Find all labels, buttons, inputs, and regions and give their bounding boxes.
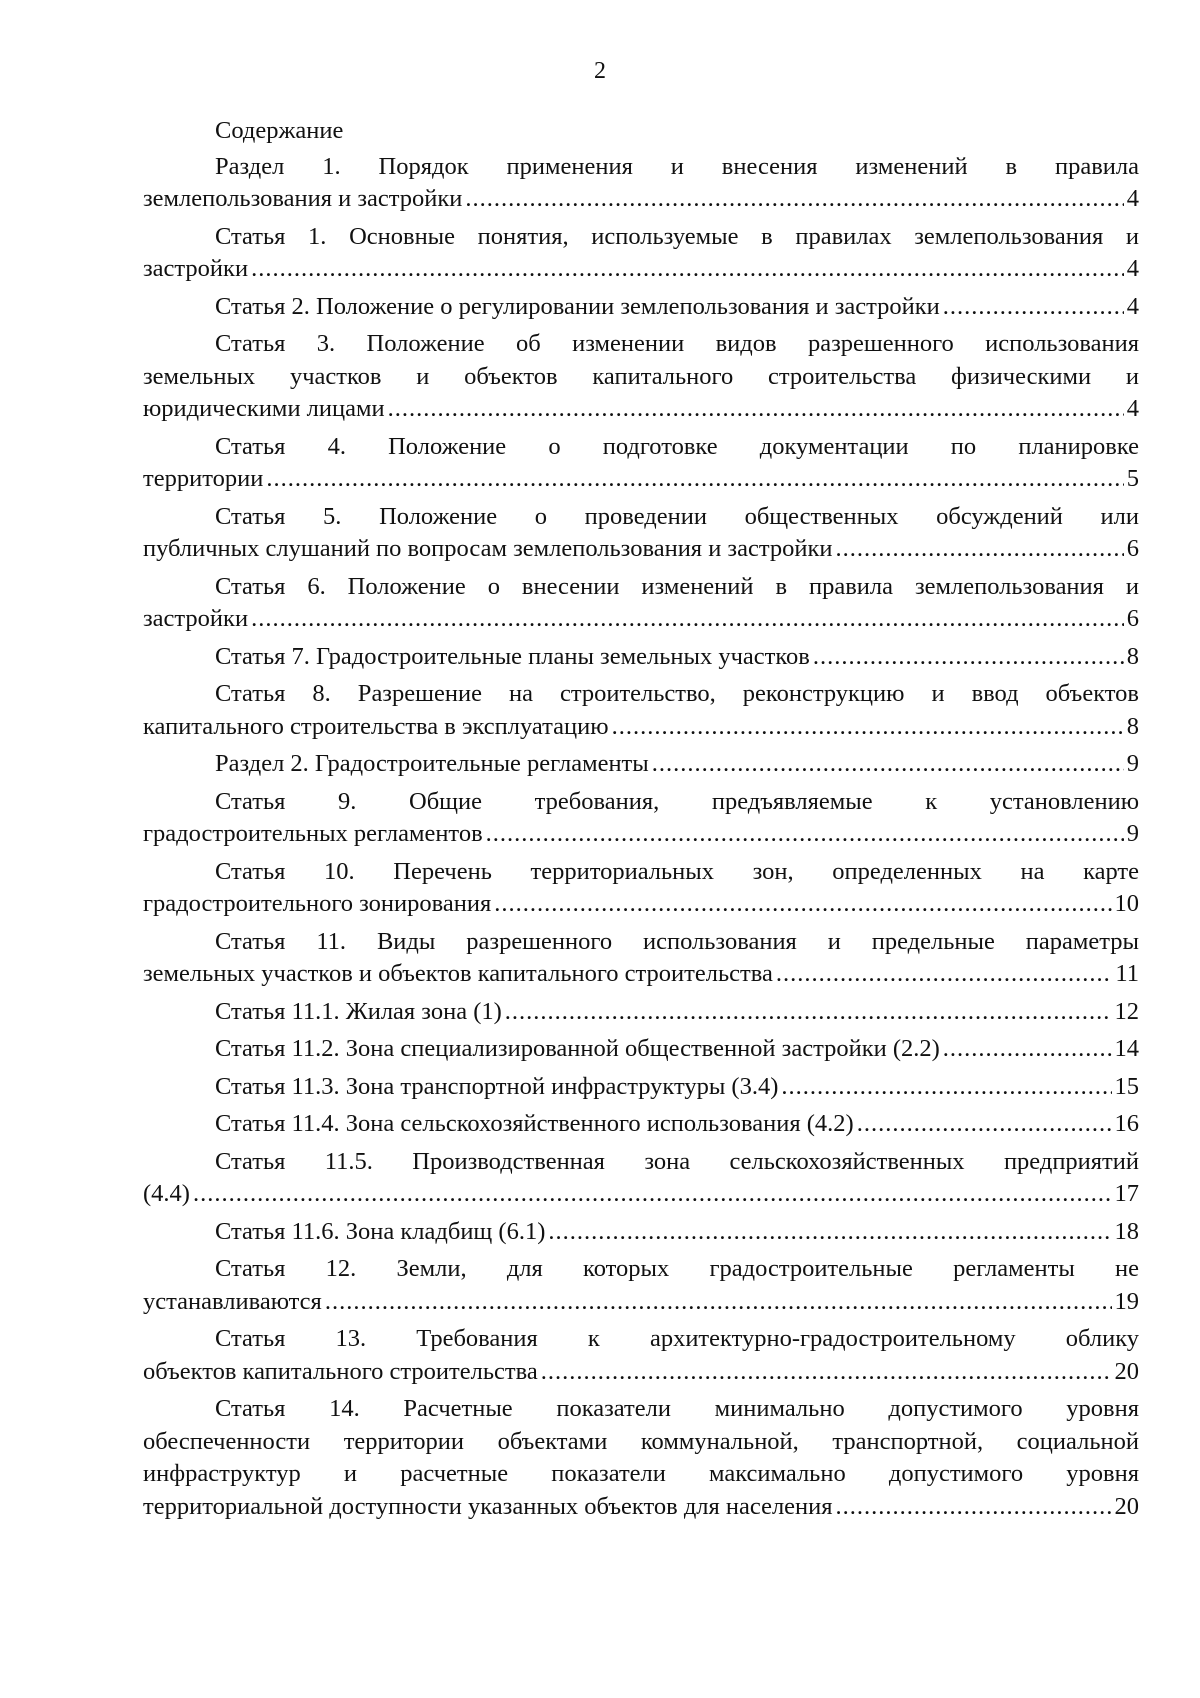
toc-entry-last-line: [143, 818, 1139, 851]
toc-entry-line: Статья 12. Земли, для которых градостроительные регламенты не: [215, 1255, 1139, 1282]
toc-entry-last-line: [143, 996, 1139, 1029]
toc-page-number: 5: [1126, 465, 1139, 492]
page-number: 2: [594, 58, 606, 84]
toc-entry-line: Статья 11.5. Производственная зона сельскохозяйственных предприятий: [215, 1147, 1139, 1175]
toc-entry-last-line: [143, 888, 1139, 921]
toc-entry-last-line: [143, 1033, 1139, 1066]
toc-dot-leader: [548, 1216, 1111, 1249]
toc-entry-last-line: [143, 1356, 1139, 1389]
toc-entry[interactable]: [143, 856, 1139, 921]
toc-entry-line: Статья 11. Виды разрешенного использования и предельные параметры: [215, 927, 1139, 955]
toc-dot-leader: [325, 1286, 1112, 1319]
toc-entry-title: Статья 2. Положение о регулировании землепользования и застройки: [215, 292, 940, 320]
toc-dot-leader: [251, 603, 1124, 636]
toc-entry[interactable]: [143, 641, 1139, 674]
toc-entry-last-line: [143, 1491, 1139, 1524]
toc-entry[interactable]: [143, 501, 1139, 566]
toc-entry-line: Раздел 1. Порядок применения и внесения изменений в правила: [215, 152, 1139, 180]
toc-dot-leader: [781, 1071, 1111, 1104]
toc-entry-title: юридическими лицами: [143, 395, 385, 422]
toc-page-number: 20: [1114, 1492, 1139, 1520]
toc-entry-line: инфраструктур и расчетные показатели максимально допустимого уровня: [143, 1460, 1139, 1487]
toc-entry-title: градостроительных регламентов: [143, 820, 483, 847]
toc-entries: [143, 151, 1139, 1524]
toc-page-number: 9: [1126, 750, 1139, 777]
toc-entry-last-line: [143, 1071, 1139, 1104]
toc-entry-title: Статья 11.3. Зона транспортной инфраструктуры (3.4): [215, 1072, 779, 1100]
toc-entry[interactable]: [143, 1108, 1139, 1141]
toc-entry-last-line: [143, 253, 1139, 286]
toc-entry[interactable]: [143, 431, 1139, 496]
toc-dot-leader: [813, 641, 1124, 674]
toc-page-number: 16: [1114, 1110, 1139, 1137]
toc-page-number: 20: [1114, 1357, 1139, 1385]
toc-entry-title: застройки: [143, 605, 249, 632]
toc-entry-line: Статья 4. Положение о подготовке документации по планировке: [215, 432, 1139, 460]
toc-page-number: 9: [1126, 820, 1139, 847]
toc-entry-line: Статья 13. Требования к архитектурно-градостроительному облику: [215, 1325, 1139, 1352]
toc-page-number: 6: [1126, 535, 1139, 562]
toc-entry[interactable]: [143, 996, 1139, 1029]
toc-entry[interactable]: [143, 1253, 1139, 1318]
toc-entry[interactable]: [143, 1393, 1139, 1523]
toc-entry-title: Раздел 2. Градостроительные регламенты: [215, 750, 649, 777]
toc-entry[interactable]: [143, 678, 1139, 743]
toc-dot-leader: [541, 1356, 1112, 1389]
toc-dot-leader: [388, 393, 1124, 426]
toc-entry-title: Статья 11.4. Зона сельскохозяйственного использования (4.2): [215, 1110, 854, 1137]
toc-dot-leader: [943, 1033, 1112, 1066]
toc-entry-title: публичных слушаний по вопросам землепользования и застройки: [143, 535, 833, 562]
toc-dot-leader: [776, 958, 1113, 991]
toc-entry-title: (4.4): [143, 1180, 190, 1207]
toc-entry-line: Статья 8. Разрешение на строительство, реконструкцию и ввод объектов: [215, 680, 1139, 707]
table-of-contents: [143, 115, 1139, 1528]
toc-page-number: 4: [1126, 395, 1139, 422]
toc-entry-title: капитального строительства в эксплуатацию: [143, 712, 609, 740]
toc-entry[interactable]: [143, 151, 1139, 216]
toc-entry-last-line: [143, 958, 1139, 991]
toc-dot-leader: [486, 818, 1124, 851]
toc-entry-last-line: [143, 463, 1139, 496]
toc-dot-leader: [465, 183, 1123, 216]
toc-dot-leader: [494, 888, 1111, 921]
toc-entry-last-line: [143, 1216, 1139, 1249]
toc-page-number: 4: [1126, 255, 1139, 282]
toc-dot-leader: [836, 533, 1124, 566]
toc-entry-last-line: [143, 393, 1139, 426]
toc-dot-leader: [193, 1178, 1112, 1211]
toc-entry-title: устанавливаются: [143, 1287, 322, 1315]
toc-page-number: 8: [1126, 712, 1139, 740]
toc-entry[interactable]: [143, 1216, 1139, 1249]
toc-entry-title: Статья 11.6. Зона кладбищ (6.1): [215, 1217, 546, 1245]
toc-page-number: 15: [1114, 1072, 1139, 1100]
toc-page-number: 14: [1114, 1035, 1139, 1062]
toc-entry-last-line: [143, 183, 1139, 216]
toc-entry-line: земельных участков и объектов капитального строительства физическими и: [143, 362, 1139, 390]
toc-dot-leader: [612, 711, 1124, 744]
toc-page-number: 8: [1126, 642, 1139, 670]
toc-entry-line: Статья 1. Основные понятия, используемые в правилах землепользования и: [215, 222, 1139, 250]
toc-entry-last-line: [143, 533, 1139, 566]
toc-entry-line: Статья 10. Перечень территориальных зон, определенных на карте: [215, 857, 1139, 885]
toc-dot-leader: [857, 1108, 1112, 1141]
toc-entry-title: землепользования и застройки: [143, 185, 463, 212]
toc-entry-line: Статья 6. Положение о внесении изменений в правила землепользования и: [215, 572, 1139, 600]
toc-dot-leader: [251, 253, 1124, 286]
toc-entry[interactable]: [143, 571, 1139, 636]
toc-entry[interactable]: [143, 748, 1139, 781]
toc-dot-leader: [943, 291, 1124, 324]
toc-page-number: 4: [1126, 292, 1139, 320]
toc-entry-last-line: [143, 711, 1139, 744]
toc-entry-last-line: [143, 291, 1139, 324]
toc-entry-title: территориальной доступности указанных объектов для населения: [143, 1492, 833, 1520]
toc-entry-last-line: [143, 1108, 1139, 1141]
toc-page-number: 6: [1126, 605, 1139, 632]
toc-entry-last-line: [143, 1286, 1139, 1319]
toc-heading: Содержание: [215, 117, 344, 144]
toc-dot-leader: [266, 463, 1123, 496]
toc-entry[interactable]: [143, 221, 1139, 286]
toc-page-number: 17: [1114, 1180, 1139, 1207]
toc-entry[interactable]: [143, 291, 1139, 324]
toc-page-number: 10: [1114, 890, 1139, 917]
toc-dot-leader: [505, 996, 1112, 1029]
toc-entry-title: земельных участков и объектов капитального строительства: [143, 960, 773, 987]
toc-entry-line: Статья 3. Положение об изменении видов разрешенного использования: [215, 330, 1139, 357]
toc-entry-last-line: [143, 1178, 1139, 1211]
toc-entry[interactable]: [143, 926, 1139, 991]
toc-entry-title: Статья 11.1. Жилая зона (1): [215, 997, 502, 1025]
toc-page-number: 19: [1114, 1287, 1139, 1315]
toc-entry-title: Статья 7. Градостроительные планы земельных участков: [215, 642, 810, 670]
toc-page-number: 4: [1126, 185, 1139, 212]
toc-dot-leader: [836, 1491, 1112, 1524]
toc-entry[interactable]: [143, 1033, 1139, 1066]
toc-entry[interactable]: [143, 328, 1139, 426]
toc-entry-title: Статья 11.2. Зона специализированной общественной застройки (2.2): [215, 1035, 940, 1062]
toc-page-number: 12: [1114, 997, 1139, 1025]
toc-entry[interactable]: [143, 1146, 1139, 1211]
toc-entry-last-line: [143, 748, 1139, 781]
toc-page-number: 18: [1114, 1217, 1139, 1245]
toc-entry-title: территории: [143, 465, 264, 492]
toc-page-number: 11: [1115, 960, 1139, 987]
toc-entry-title: застройки: [143, 255, 249, 282]
toc-dot-leader: [652, 748, 1124, 781]
toc-entry-title: объектов капитального строительства: [143, 1357, 538, 1385]
toc-entry[interactable]: [143, 1323, 1139, 1388]
toc-entry-line: Статья 9. Общие требования, предъявляемые к установлению: [215, 787, 1139, 815]
toc-entry-last-line: [143, 641, 1139, 674]
toc-entry-title: градостроительного зонирования: [143, 890, 492, 917]
toc-entry[interactable]: [143, 786, 1139, 851]
toc-entry[interactable]: [143, 1071, 1139, 1104]
toc-entry-last-line: [143, 603, 1139, 636]
toc-entry-line: обеспеченности территории объектами коммунальной, транспортной, социальной: [143, 1427, 1139, 1455]
toc-entry-line: Статья 14. Расчетные показатели минимально допустимого уровня: [215, 1395, 1139, 1422]
toc-entry-line: Статья 5. Положение о проведении общественных обсуждений или: [215, 502, 1139, 530]
